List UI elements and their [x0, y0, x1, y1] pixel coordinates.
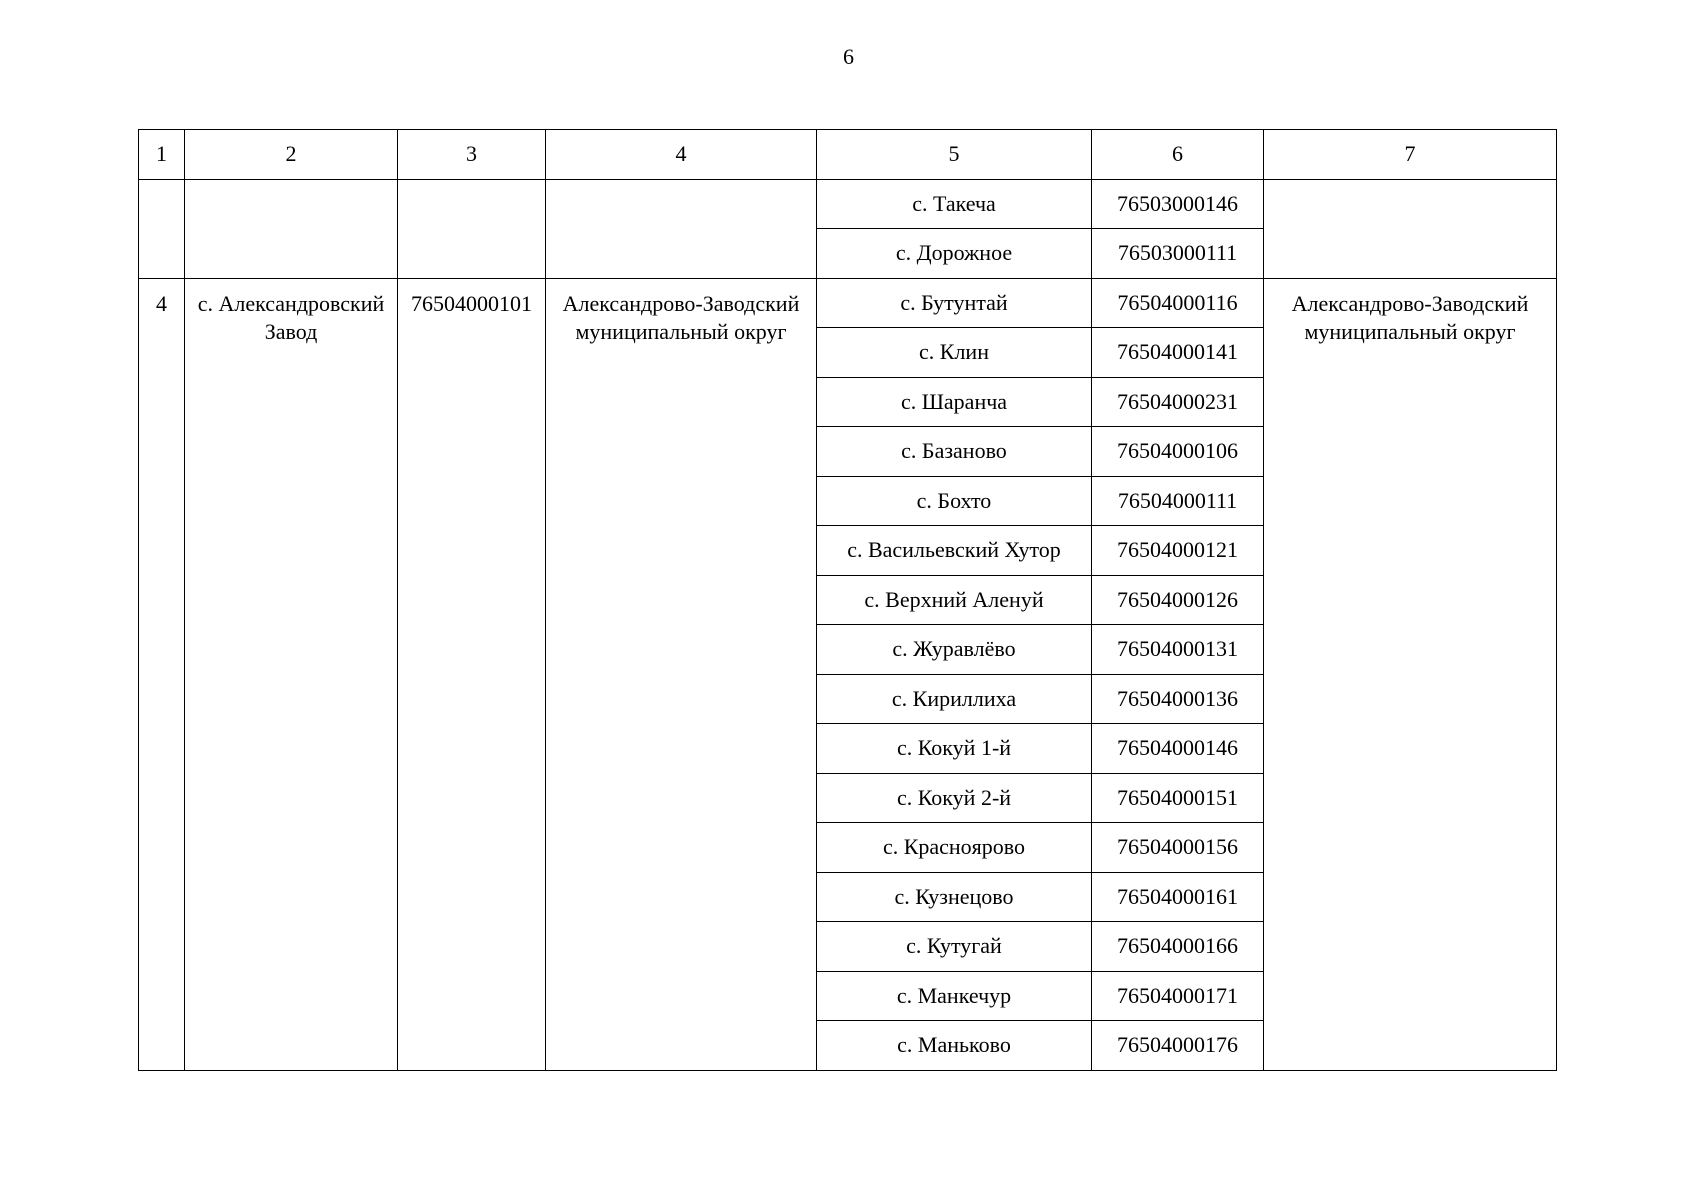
- settlement-name: с. Васильевский Хутор: [817, 526, 1092, 576]
- settlement-code: 76504000161: [1092, 872, 1264, 922]
- empty-cell: [546, 179, 817, 278]
- district-name: Александрово-Заводский муниципальный округ: [546, 278, 817, 1070]
- settlements-table: [138, 129, 1557, 1071]
- settlement-name: с. Клин: [817, 328, 1092, 378]
- settlement-name: с. Кузнецово: [817, 872, 1092, 922]
- settlement-name: с. Бутунтай: [817, 278, 1092, 328]
- admin-center: с. Александровский Завод: [185, 278, 398, 1070]
- settlement-name: с. Шаранча: [817, 377, 1092, 427]
- settlement-name: с. Маньково: [817, 1021, 1092, 1071]
- okrug-name: Александрово-Заводский муниципальный округ: [1264, 278, 1557, 1070]
- settlement-code: 76504000151: [1092, 773, 1264, 823]
- empty-cell: [398, 179, 546, 278]
- settlement-code: 76504000126: [1092, 575, 1264, 625]
- settlement-code: 76503000146: [1092, 179, 1264, 229]
- settlement-code: 76504000146: [1092, 724, 1264, 774]
- settlement-code: 76504000116: [1092, 278, 1264, 328]
- empty-cell: [139, 179, 185, 278]
- settlement-code: 76504000176: [1092, 1021, 1264, 1071]
- settlement-name: с. Кириллиха: [817, 674, 1092, 724]
- empty-cell: [1264, 179, 1557, 278]
- settlement-name: с. Журавлёво: [817, 625, 1092, 675]
- group-number: 4: [139, 278, 185, 1070]
- header-cell: 2: [185, 130, 398, 180]
- table-row: [139, 278, 1557, 328]
- settlement-name: с. Верхний Аленуй: [817, 575, 1092, 625]
- settlement-code: 76504000156: [1092, 823, 1264, 873]
- settlement-code: 76504000121: [1092, 526, 1264, 576]
- settlement-name: с. Краснoярово: [817, 823, 1092, 873]
- header-row: [139, 130, 1557, 180]
- settlement-code: 76504000111: [1092, 476, 1264, 526]
- settlement-code: 76504000131: [1092, 625, 1264, 675]
- settlement-code: 76504000106: [1092, 427, 1264, 477]
- settlement-name: с. Дорожное: [817, 229, 1092, 279]
- header-cell: 4: [546, 130, 817, 180]
- settlement-name: с. Такеча: [817, 179, 1092, 229]
- settlement-code: 76504000141: [1092, 328, 1264, 378]
- page-number: 6: [843, 44, 854, 69]
- settlement-code: 76504000136: [1092, 674, 1264, 724]
- table-row: [139, 179, 1557, 229]
- settlement-name: с. Бохто: [817, 476, 1092, 526]
- settlement-name: с. Кутугай: [817, 922, 1092, 972]
- header-cell: 1: [139, 130, 185, 180]
- header-cell: 7: [1264, 130, 1557, 180]
- admin-center-code: 76504000101: [398, 278, 546, 1070]
- settlement-code: 76504000231: [1092, 377, 1264, 427]
- header-cell: 6: [1092, 130, 1264, 180]
- settlement-code: 76504000171: [1092, 971, 1264, 1021]
- settlement-name: с. Манкечур: [817, 971, 1092, 1021]
- settlement-name: с. Кокуй 2-й: [817, 773, 1092, 823]
- header-cell: 3: [398, 130, 546, 180]
- settlement-code: 76504000166: [1092, 922, 1264, 972]
- settlement-name: с. Базаново: [817, 427, 1092, 477]
- header-cell: 5: [817, 130, 1092, 180]
- settlement-code: 76503000111: [1092, 229, 1264, 279]
- settlement-name: с. Кокуй 1-й: [817, 724, 1092, 774]
- empty-cell: [185, 179, 398, 278]
